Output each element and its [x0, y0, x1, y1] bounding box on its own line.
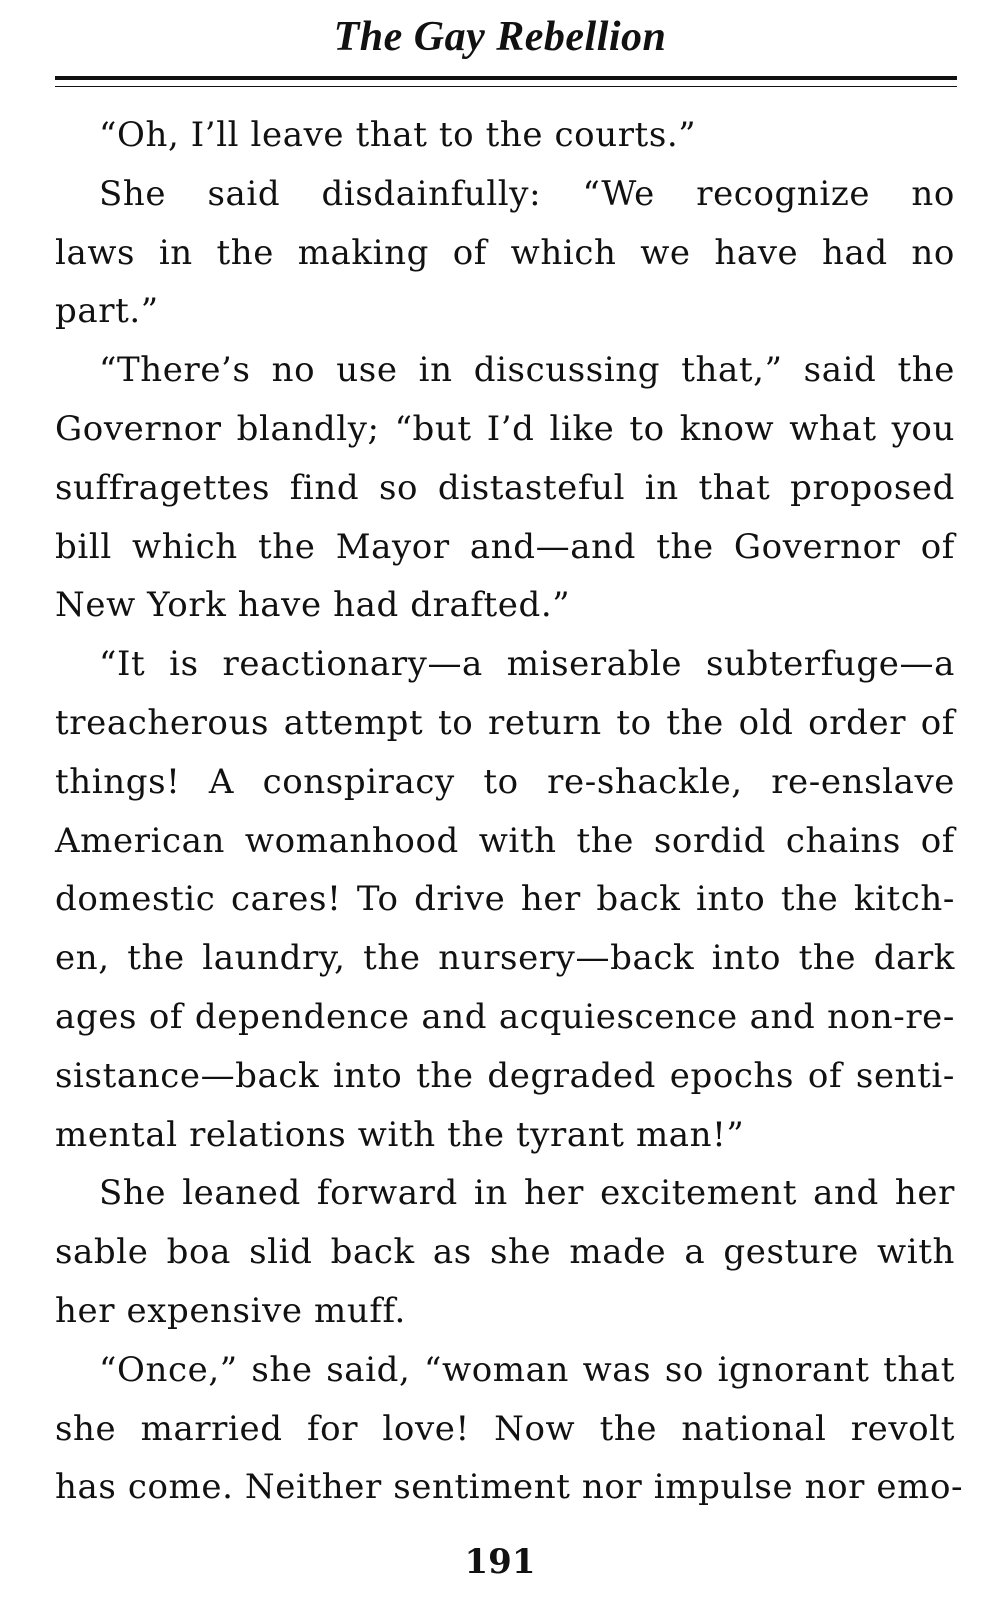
text-line: “It is reactionary—a miserable subterfuge—a [99, 644, 955, 685]
page-number: 191 [464, 1542, 536, 1582]
running-head: The Gay Rebellion [333, 14, 667, 60]
text-line: “There’s no use in discussing that,” said the [99, 350, 955, 391]
text-line: She leaned forward in her excitement and her [99, 1173, 955, 1214]
text-line: New York have had drafted.” [55, 585, 571, 626]
header-rule-thick [55, 76, 957, 80]
text-line: has come. Neither sentiment nor impulse nor emo- [55, 1467, 964, 1508]
text-line: treacherous attempt to return to the old order of [55, 702, 955, 743]
text-line: sable boa slid back as she made a gesture with [55, 1232, 955, 1273]
text-line: things! A conspiracy to re-shackle, re-enslave [55, 761, 955, 802]
text-line: She said disdainfully: “We recognize no [99, 173, 955, 214]
text-line: her expensive muff. [55, 1290, 406, 1331]
text-line: laws in the making of which we have had no [55, 232, 955, 273]
text-line: Governor blandly; “but I’d like to know what you [55, 408, 955, 449]
text-line: “Oh, I’ll leave that to the courts.” [99, 115, 697, 155]
text-line: American womanhood with the sordid chains of [55, 820, 955, 861]
text-line: domestic cares! To drive her back into the kitch- [55, 879, 955, 920]
text-line: sistance—back into the degraded epochs of senti- [55, 1055, 955, 1096]
text-line: bill which the Mayor and—and the Governor of [55, 526, 955, 567]
text-line: she married for love! Now the national revolt [55, 1408, 955, 1449]
text-line: “Once,” she said, “woman was so ignorant that [99, 1349, 955, 1390]
text-line: mental relations with the tyrant man!” [55, 1114, 745, 1155]
text-line: en, the laundry, the nursery—back into the dark [55, 938, 955, 979]
body-text [55, 106, 964, 1517]
header-rule-thin [55, 86, 957, 87]
text-line: part.” [55, 291, 159, 332]
text-line: suffragettes find so distasteful in that proposed [55, 467, 955, 508]
text-line: ages of dependence and acquiescence and non-re- [55, 996, 955, 1037]
